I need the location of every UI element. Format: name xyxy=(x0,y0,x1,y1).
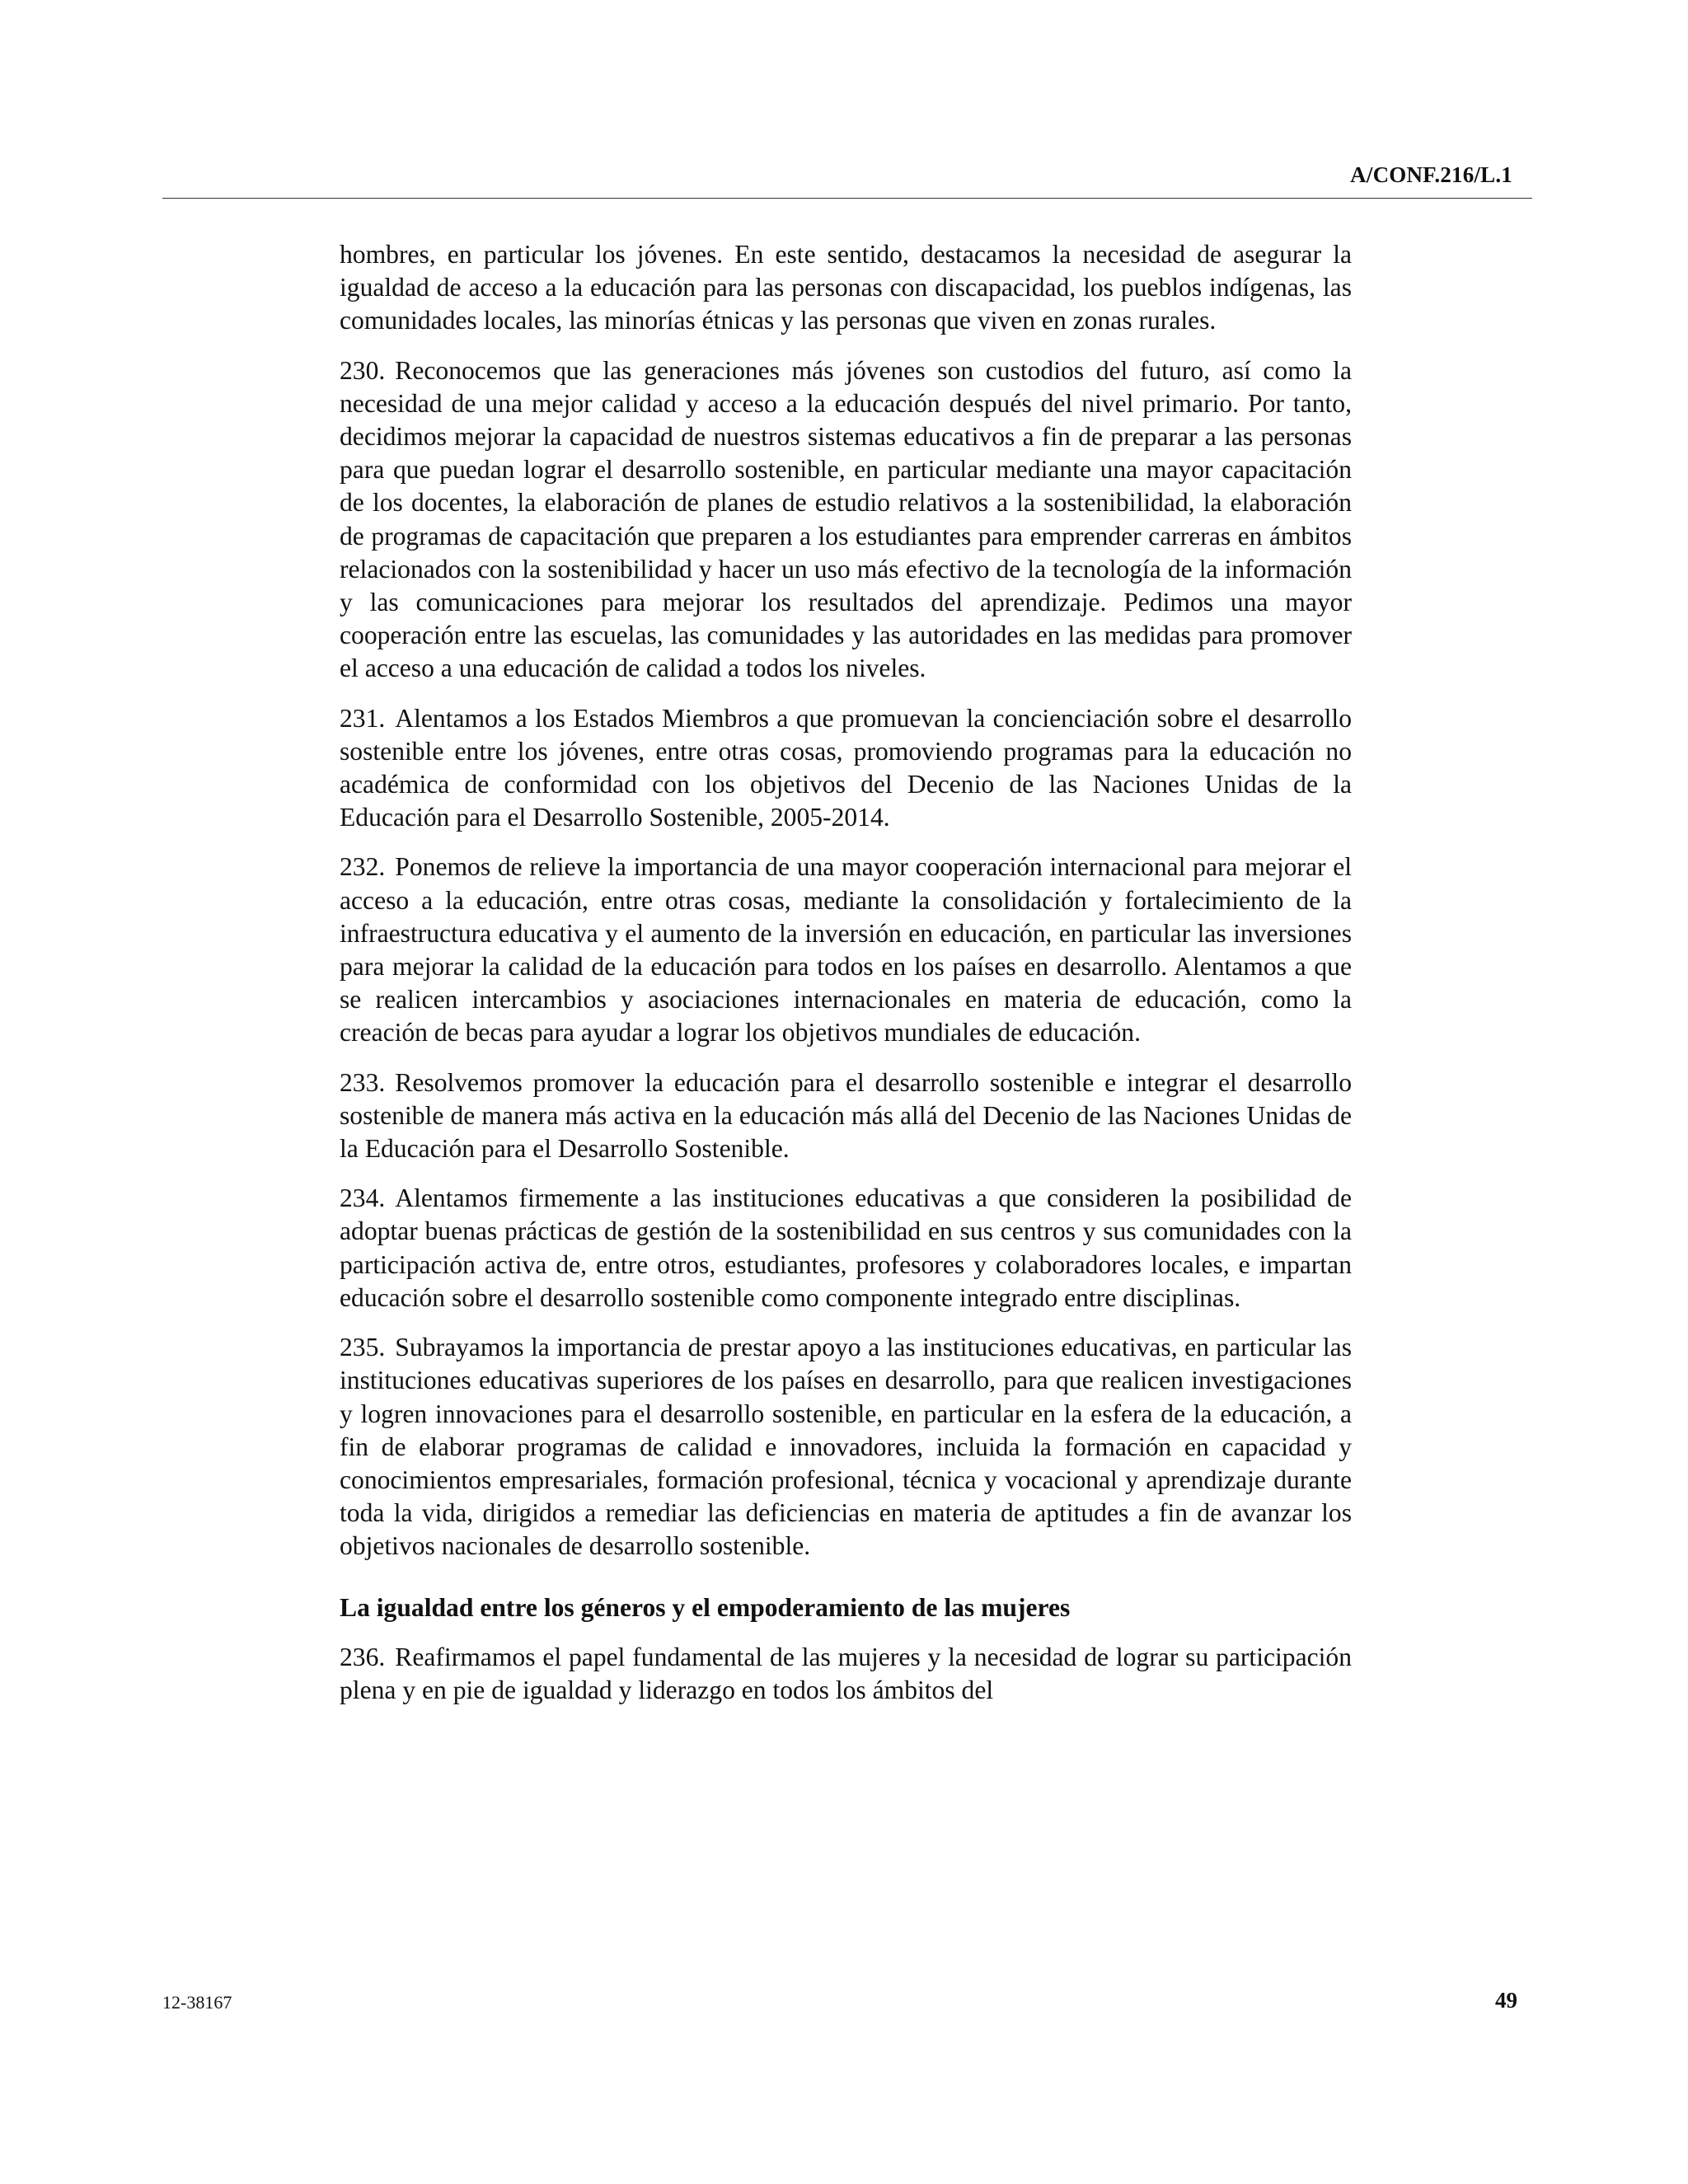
paragraph-number: 234. xyxy=(340,1183,386,1213)
section-heading: La igualdad entre los géneros y el empoderamiento de las mujeres xyxy=(340,1592,1071,1622)
paragraph-number: 230. xyxy=(340,355,386,385)
paragraph-235 xyxy=(340,1331,1352,1563)
paragraph-text: Alentamos a los Estados Miembros a que promuevan la concienciación sobre el desarrollo sostenible entre los jóvenes, entre otras cosas, promoviendo programas para la educación no académica de conformidad con los objetivos del Decenio de las Naciones Unidas de la Educación para el Desarrollo Sostenible, 2005-2014. xyxy=(340,703,1352,832)
paragraph-number: 232. xyxy=(340,852,386,882)
paragraph-text: Resolvemos promover la educación para el desarrollo sostenible e integrar el desarrollo sostenible de manera más activa en la educación más allá del Decenio de las Naciones Unidas de la Educación para el Desarrollo Sostenible. xyxy=(340,1067,1352,1164)
footer-document-number: 12-38167 xyxy=(162,1992,232,2013)
footer-page-number: 49 xyxy=(1495,1988,1517,2013)
paragraph-text: Reconocemos que las generaciones más jóvenes son custodios del futuro, así como la necesidad de una mejor calidad y acceso a la educación después del nivel primario. Por tanto, decidimos mejorar la capacidad de nuestros sistemas educativos a fin de preparar a las personas para que puedan lograr el desarrollo sostenible, en particular mediante una mayor capacitación de los docentes, la elaboración de planes de estudio relativos a la sostenibilidad, la elaboración de programas de capacitación que preparen a los estudiantes para emprender carreras en ámbitos relacionados con la sostenibilidad y hacer un uso más efectivo de la tecnología de la información y las comunicaciones para mejorar los resultados del aprendizaje. Pedimos una mayor cooperación entre las escuelas, las comunidades y las autoridades en las medidas para promover el acceso a una educación de calidad a todos los niveles. xyxy=(340,355,1352,683)
paragraph-continued xyxy=(340,238,1352,338)
paragraph-number: 235. xyxy=(340,1333,386,1362)
paragraph-230 xyxy=(340,354,1352,686)
paragraph-233 xyxy=(340,1066,1352,1166)
paragraph-232 xyxy=(340,851,1352,1049)
paragraph-number: 233. xyxy=(340,1067,386,1097)
paragraph-236 xyxy=(340,1641,1352,1707)
paragraph-text: Ponemos de relieve la importancia de una mayor cooperación internacional para mejorar el acceso a la educación, entre otras cosas, mediante la consolidación y fortalecimiento de la infraestructura educativa y el aumento de la inversión en educación, en particular las inversiones para mejorar la calidad de la educación para todos en los países en desarrollo. Alentamos a que se realicen intercambios y asociaciones internacionales en materia de educación, como la creación de becas para ayudar a lograr los objetivos mundiales de educación. xyxy=(340,852,1352,1047)
paragraph-text: Reafirmamos el papel fundamental de las mujeres y la necesidad de lograr su participación plena y en pie de igualdad y liderazgo en todos los ámbitos del xyxy=(340,1642,1352,1704)
paragraph-234 xyxy=(340,1182,1352,1315)
paragraph-number: 236. xyxy=(340,1642,386,1671)
paragraph-text: Subrayamos la importancia de prestar apoyo a las instituciones educativas, en particular las instituciones educativas superiores de los países en desarrollo, para que realicen investigaciones y logren innovaciones para el desarrollo sostenible, en particular en la esfera de la educación, a fin de elaborar programas de calidad e innovadores, incluida la formación en capacidad y conocimientos empresariales, formación profesional, técnica y vocacional y aprendizaje durante toda la vida, dirigidos a remediar las deficiencias en materia de aptitudes a fin de avanzar los objetivos nacionales de desarrollo sostenible. xyxy=(340,1333,1352,1561)
header-divider xyxy=(162,198,1532,199)
document-body xyxy=(340,238,1352,1723)
document-symbol: A/CONF.216/L.1 xyxy=(1350,162,1512,187)
paragraph-text: Alentamos firmemente a las instituciones educativas a que consideren la posibilidad de adoptar buenas prácticas de gestión de la sostenibilidad en sus centros y sus comunidades con la participación activa de, entre otros, estudiantes, profesores y colaboradores locales, e impartan educación sobre el desarrollo sostenible como componente integrado entre disciplinas. xyxy=(340,1183,1352,1312)
paragraph-number: 231. xyxy=(340,703,386,733)
paragraph-231 xyxy=(340,702,1352,835)
paragraph-text: hombres, en particular los jóvenes. En este sentido, destacamos la necesidad de asegurar la igualdad de acceso a la educación para las personas con discapacidad, los pueblos indígenas, las comunidades locales, las minorías étnicas y las personas que viven en zonas rurales. xyxy=(340,240,1352,335)
